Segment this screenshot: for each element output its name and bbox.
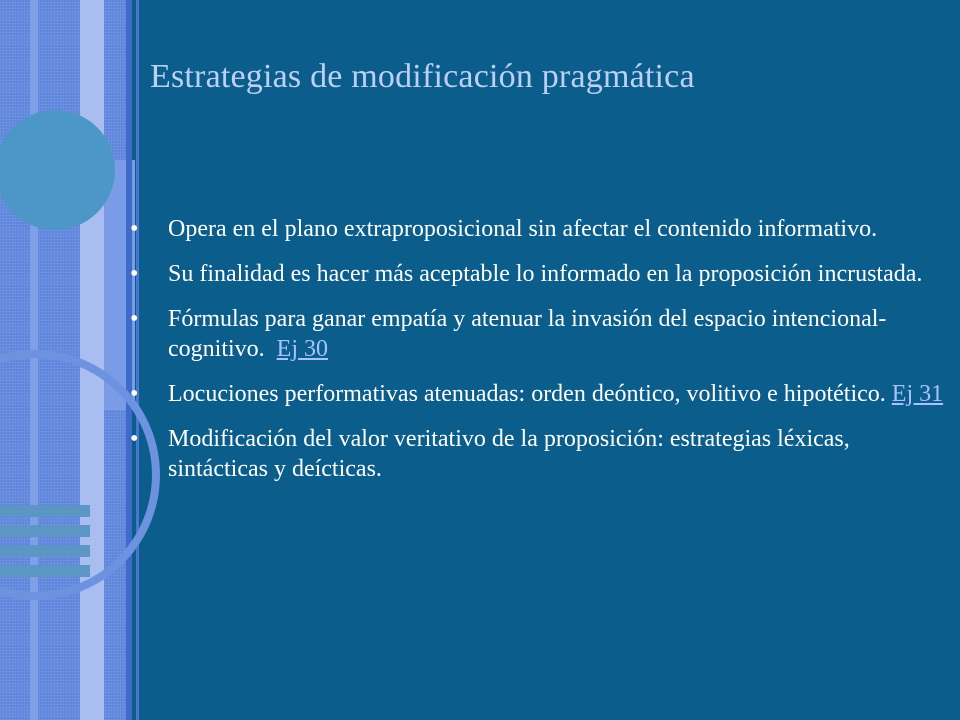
bullet-icon: • bbox=[130, 261, 139, 287]
example-link-30[interactable]: Ej 30 bbox=[276, 336, 328, 362]
bullet-item bbox=[130, 259, 945, 289]
bullet-text: Fórmulas para ganar empatía y atenuar la invasión del espacio intencional-cognitivo. bbox=[168, 306, 887, 362]
bullet-icon: • bbox=[130, 426, 139, 452]
bullet-icon: • bbox=[130, 381, 139, 407]
bullet-icon: • bbox=[130, 216, 139, 242]
bullet-text: Modificación del valor veritativo de la proposición: estrategias léxicas, sintácticas y deícticas. bbox=[168, 426, 850, 482]
decorative-bar bbox=[0, 545, 90, 557]
decorative-bar bbox=[0, 505, 90, 517]
bullet-list bbox=[130, 214, 945, 499]
bullet-item bbox=[130, 304, 945, 364]
decorative-bar bbox=[0, 525, 90, 537]
bullet-icon: • bbox=[130, 306, 139, 332]
decorative-bar bbox=[0, 565, 90, 577]
decorative-circle bbox=[0, 110, 115, 230]
bullet-text: Opera en el plano extraproposicional sin afectar el contenido informativo. bbox=[168, 216, 878, 242]
bullet-item bbox=[130, 214, 945, 244]
example-link-31[interactable]: Ej 31 bbox=[891, 381, 944, 407]
bullet-text: Locuciones performativas atenuadas: orden deóntico, volitivo e hipotético. bbox=[168, 381, 886, 407]
bullet-item bbox=[130, 424, 945, 484]
bullet-item bbox=[130, 379, 945, 409]
slide-title: Estrategias de modificación pragmática bbox=[150, 58, 695, 95]
bullet-text: Su finalidad es hacer más aceptable lo informado en la proposición incrustada. bbox=[168, 261, 923, 287]
